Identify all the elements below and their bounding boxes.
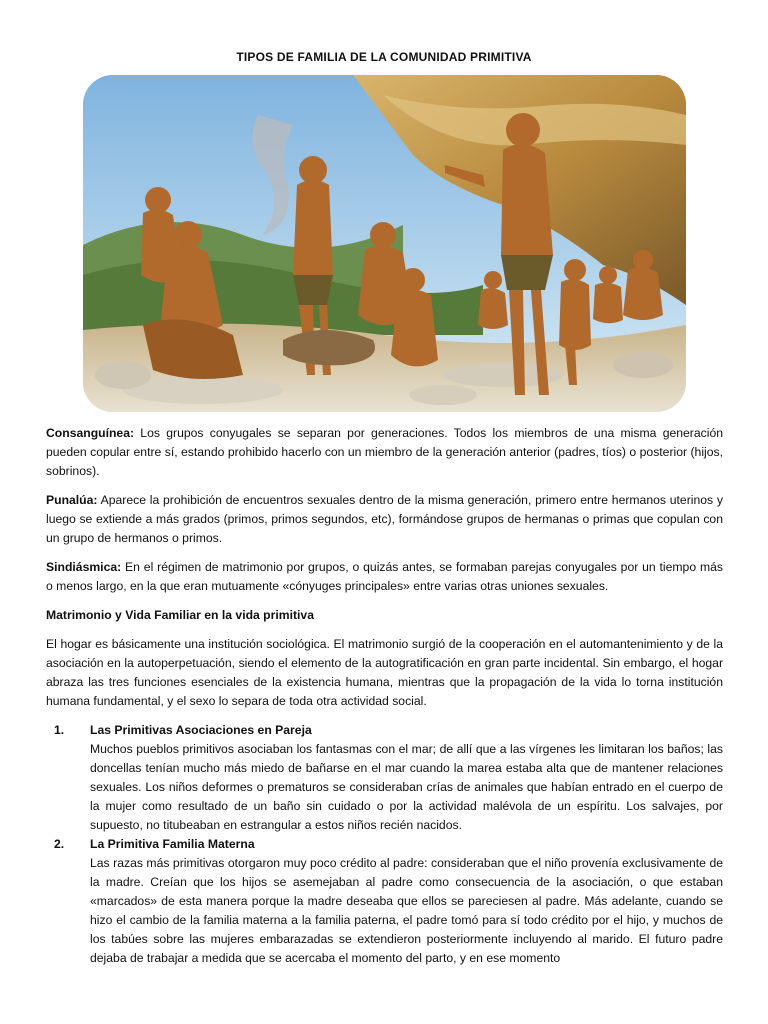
list-item-number: 2.: [54, 837, 65, 851]
cave-family-illustration: [83, 75, 686, 412]
section-heading: Matrimonio y Vida Familiar en la vida primitiva: [46, 608, 314, 622]
list-item: [46, 721, 723, 835]
definition-punalua: [46, 491, 723, 548]
list-item: [46, 835, 723, 968]
intro-paragraph: El hogar es básicamente una institución sociológica. El matrimonio surgió de la cooperación en el automantenimiento y de la asociación en la autoperpetuación, siendo el elemento de la autogratificación en gran parte incidental. Sin embargo, el hogar abraza las tres funciones esenciales de la existencia humana, mientras que la propagación de la vida lo torna institución humana fundamental, y el sexo lo separa de toda otra actividad social.: [46, 637, 723, 708]
definition-sindiasmica: [46, 558, 723, 596]
list-item-text: Muchos pueblos primitivos asociaban los fantasmas con el mar; de allí que a las vírgenes les limitaran los baños; las doncellas tenían mucho más miedo de bañarse en el mar cuando la marea estaba alta que de mantener relaciones sexuales. Los niños deformes o prematuros se consideraban crías de animales que habían entrado en el cuerpo de la mujer como resultado de un baño sin cuidado o por la actividad malévola de un espíritu. Los salvajes, por supuesto, no titubeaban en estrangular a estos niños recién nacidos.: [90, 742, 723, 832]
definition-term: Punalúa:: [46, 493, 98, 507]
definition-text: Los grupos conyugales se separan por generaciones. Todos los miembros de una misma generación pueden copular entre sí, estando prohibido hacerlo con un miembro de la generación anterior (padres, tíos) o posterior (hijos, sobrinos).: [46, 426, 723, 478]
page-title: TIPOS DE FAMILIA DE LA COMUNIDAD PRIMITIVA: [236, 50, 532, 64]
document-body: [46, 424, 723, 968]
definition-text: En el régimen de matrimonio por grupos, o quizás antes, se formaban parejas conyugales por un tiempo más o menos largo, en la que eran mutuamente «cónyuges principales» entre varias otras uniones sexuales.: [46, 560, 723, 593]
definition-text: Aparece la prohibición de encuentros sexuales dentro de la misma generación, primero entre hermanos uterinos y luego se extiende a más grados (primos, primos segundos, etc), formándose grupos de hermanas o primas que copulan con un grupo de hermanos o primos.: [46, 493, 723, 545]
definition-term: Consanguínea:: [46, 426, 135, 440]
list-item-title: Las Primitivas Asociaciones en Pareja: [90, 723, 312, 737]
list-item-number: 1.: [54, 723, 65, 737]
list-item-text: Las razas más primitivas otorgaron muy poco crédito al padre: consideraban que el niño provenía exclusivamente de la madre. Creían que los hijos se asemejaban al padre como consecuencia de la asociación, o que estaban «marcados» de esta manera porque la madre deseaba que ellos se pareciesen al padre. Más adelante, cuando se hizo el cambio de la familia materna a la familia paterna, el padre tomó para sí todo crédito por el hijo, y muchos de los tabúes sobre las mujeres embarazadas se extendieron posteriormente incluyendo al marido. El futuro padre dejaba de trabajar a medida que se acercaba el momento del parto, y en ese momento: [90, 856, 723, 965]
definition-term: Sindiásmica:: [46, 560, 122, 574]
definition-consanguinea: [46, 424, 723, 481]
list-item-title: La Primitiva Familia Materna: [90, 837, 255, 851]
numbered-list: [46, 721, 723, 968]
illustration-graphic: [83, 75, 686, 412]
